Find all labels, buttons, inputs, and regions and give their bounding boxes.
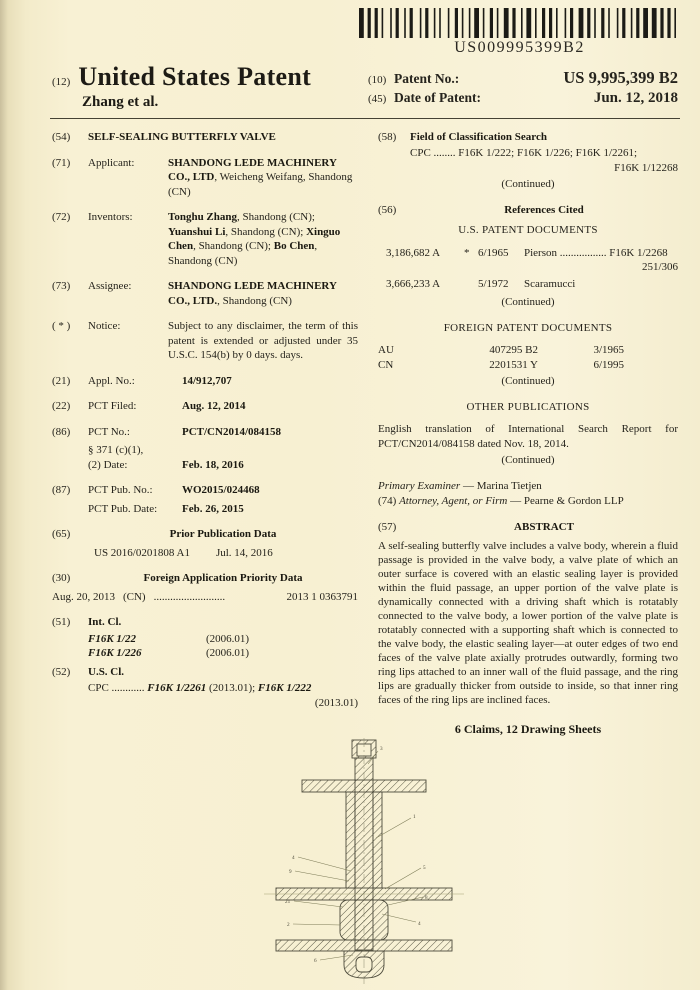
applicant-row: (71) Applicant: SHANDONG LEDE MACHINERY CO., LTD, Weicheng Weifang, Shandong (CN) <box>52 156 353 198</box>
drawing-figure <box>0 738 700 986</box>
assignee-name: SHANDONG LEDE MACHINERY CO., LTD. <box>168 280 337 307</box>
pct-pub-date-row: PCT Pub. Date: Feb. 26, 2015 <box>88 502 244 515</box>
pct-no-row: (86) PCT No.: PCT/CN2014/084158 <box>52 425 281 438</box>
invention-title-row: (54) SELF-SEALING BUTTERFLY VALVE <box>52 130 358 145</box>
ref-numeral: 5 <box>423 865 426 871</box>
foreign-docs-list: AU 407295 B2 3/1965 CN 2201531 Y 6/1995 <box>378 344 624 371</box>
applicant-name: SHANDONG LEDE MACHINERY CO., LTD <box>168 156 337 184</box>
right-column <box>378 130 678 737</box>
barcode-icon <box>357 8 682 38</box>
kind-code-tag: (12) <box>52 76 71 88</box>
barcode-block <box>357 8 682 57</box>
ref-numeral: 4 <box>418 921 421 927</box>
prior-pub-data-row: US 2016/0201808 A1 Jul. 14, 2016 <box>94 546 273 559</box>
foreign-priority-heading-row: (30) Foreign Application Priority Data <box>52 571 358 586</box>
patent-no-tag: (10) <box>368 74 387 86</box>
focs-heading-row: (58) Field of Classification Search <box>378 130 678 144</box>
inventors-row: (72) Inventors: Tonghu Zhang, Shandong (CN); Yuanshui Li, Shandong (CN); Xinguo Chen, Shandong (CN); Bo Chen, Shandong (CN) <box>52 210 358 268</box>
claims-line: 6 Claims, 12 Drawing Sheets <box>454 721 602 736</box>
foreign-docs-continued: (Continued) <box>501 374 555 387</box>
abstract-heading: ABSTRACT <box>514 520 574 533</box>
int-cl-row: (51) Int. Cl. <box>52 616 122 629</box>
patent-number: US 9,995,399 B2 <box>563 68 678 87</box>
ref-numeral: 8 <box>425 895 428 901</box>
abstract-text: A self-sealing butterfly valve includes a valve body, wherein a fluid passage is provided in the valve body, a valve plate of which an outer surface is covered with an elastic sealing layer is provided within the fluid passage, an upper portion of the valve plate is dynamically connected with a driving shaft which is rotatably connected to the valve body, a lower portion of the valve plate is rotatably connected with a supporting shaft which is connected to the valve body, the elastic sealing layer—at outer edges of two end faces of the valve plate axially protrudes outwardly, forming two ring lips attached to an inner wall of the fluid passage, and the ring lips are gradually thicker from outside to inside, so that inner ring faces of the ring lips are inclined faces. <box>378 540 678 706</box>
focs-continued: (Continued) <box>501 177 555 190</box>
ref-numeral: 1 <box>413 814 416 820</box>
foreign-priority-heading: Foreign Application Priority Data <box>143 572 303 585</box>
notice-row: ( * ) Notice: Subject to any disclaimer, the term of this patent is extended or adjusted under 35 U.S.C. 154(b) by 0 days. days. <box>52 320 358 362</box>
focs-body: CPC ........ F16K 1/222; F16K 1/226; F16K 1/2261; F16K 1/12268 <box>410 147 678 174</box>
prior-pub-heading-row: (65) Prior Publication Data <box>52 527 358 542</box>
us-cl-cpc: CPC ............ F16K 1/2261 (2013.01); F16K 1/222 (2013.01) <box>88 682 358 709</box>
barcode-number: US009995399B2 <box>454 39 585 56</box>
s371-row: § 371 (c)(1), (2) Date: Feb. 18, 2016 <box>88 444 244 471</box>
ref-numeral: 21 <box>285 899 291 905</box>
ref-numeral: 4 <box>292 855 295 861</box>
attorney-line: (74) Attorney, Agent, or Firm — Pearne & Gordon LLP <box>378 494 624 507</box>
inventors-list: Tonghu Zhang, Shandong (CN); Yuanshui Li, Shandong (CN); Xinguo Chen, Shandong (CN); Bo Chen, Shandong (CN) <box>168 211 341 267</box>
ref-numeral: 9 <box>289 869 292 875</box>
notice-text: Subject to any disclaimer, the term of this patent is extended or adjusted under 35 U.S.C. 154(b) by 0 days. days. <box>168 320 358 362</box>
valve-cross-section-drawing <box>264 738 464 986</box>
us-docs-continued: (Continued) <box>501 295 555 308</box>
int-cl-codes: F16K 1/22 (2006.01) F16K 1/226 (2006.01) <box>88 632 250 660</box>
us-docs-list: 3,186,682 A * 6/1965 Pierson ................. F16K 1/2268 251/306 3,666,233 A 5/1972 Scaramucci <box>386 246 678 291</box>
left-column <box>52 130 358 737</box>
other-pubs-continued: (Continued) <box>501 454 555 467</box>
examiner-line: Primary Examiner — Marina Tietjen <box>378 480 542 493</box>
us-docs-heading: U.S. PATENT DOCUMENTS <box>458 224 598 237</box>
page-title: United States Patent <box>78 62 312 91</box>
ref-numeral: 2 <box>287 922 290 928</box>
other-pubs-heading: OTHER PUBLICATIONS <box>466 401 590 414</box>
focs-heading: Field of Classification Search <box>410 131 547 143</box>
abstract-heading-row: (57) ABSTRACT <box>378 520 678 534</box>
header-divider <box>50 118 680 119</box>
us-cl-row: (52) U.S. Cl. <box>52 665 125 678</box>
pct-filed-row: (22) PCT Filed: Aug. 12, 2014 <box>52 400 246 413</box>
header <box>52 62 678 111</box>
other-pubs-text: English translation of International Search Report for PCT/CN2014/084158 dated Nov. 18, 2014. <box>378 423 678 450</box>
invention-title: SELF-SEALING BUTTERFLY VALVE <box>88 131 276 143</box>
patent-no-label: Patent No.: <box>394 71 460 86</box>
references-cited-heading: References Cited <box>504 204 584 217</box>
date-tag: (45) <box>368 93 387 105</box>
ref-numeral: 3 <box>380 746 383 752</box>
date-label: Date of Patent: <box>394 90 481 105</box>
inventor-byline: Zhang et al. <box>82 94 159 110</box>
patent-date: Jun. 12, 2018 <box>593 90 678 106</box>
foreign-docs-heading: FOREIGN PATENT DOCUMENTS <box>443 321 613 334</box>
assignee-row: (73) Assignee: SHANDONG LEDE MACHINERY CO., LTD., Shandong (CN) <box>52 280 337 307</box>
pct-pub-no-row: (87) PCT Pub. No.: WO2015/024468 <box>52 484 260 497</box>
appl-no-row: (21) Appl. No.: 14/912,707 <box>52 374 232 387</box>
refs-heading-row: (56) References Cited <box>378 203 678 217</box>
ref-numeral: 6 <box>314 958 317 964</box>
prior-pub-heading: Prior Publication Data <box>169 528 277 541</box>
foreign-priority-data-row: Aug. 20, 2013 (CN) .......................... 2013 1 0363791 <box>52 590 358 603</box>
